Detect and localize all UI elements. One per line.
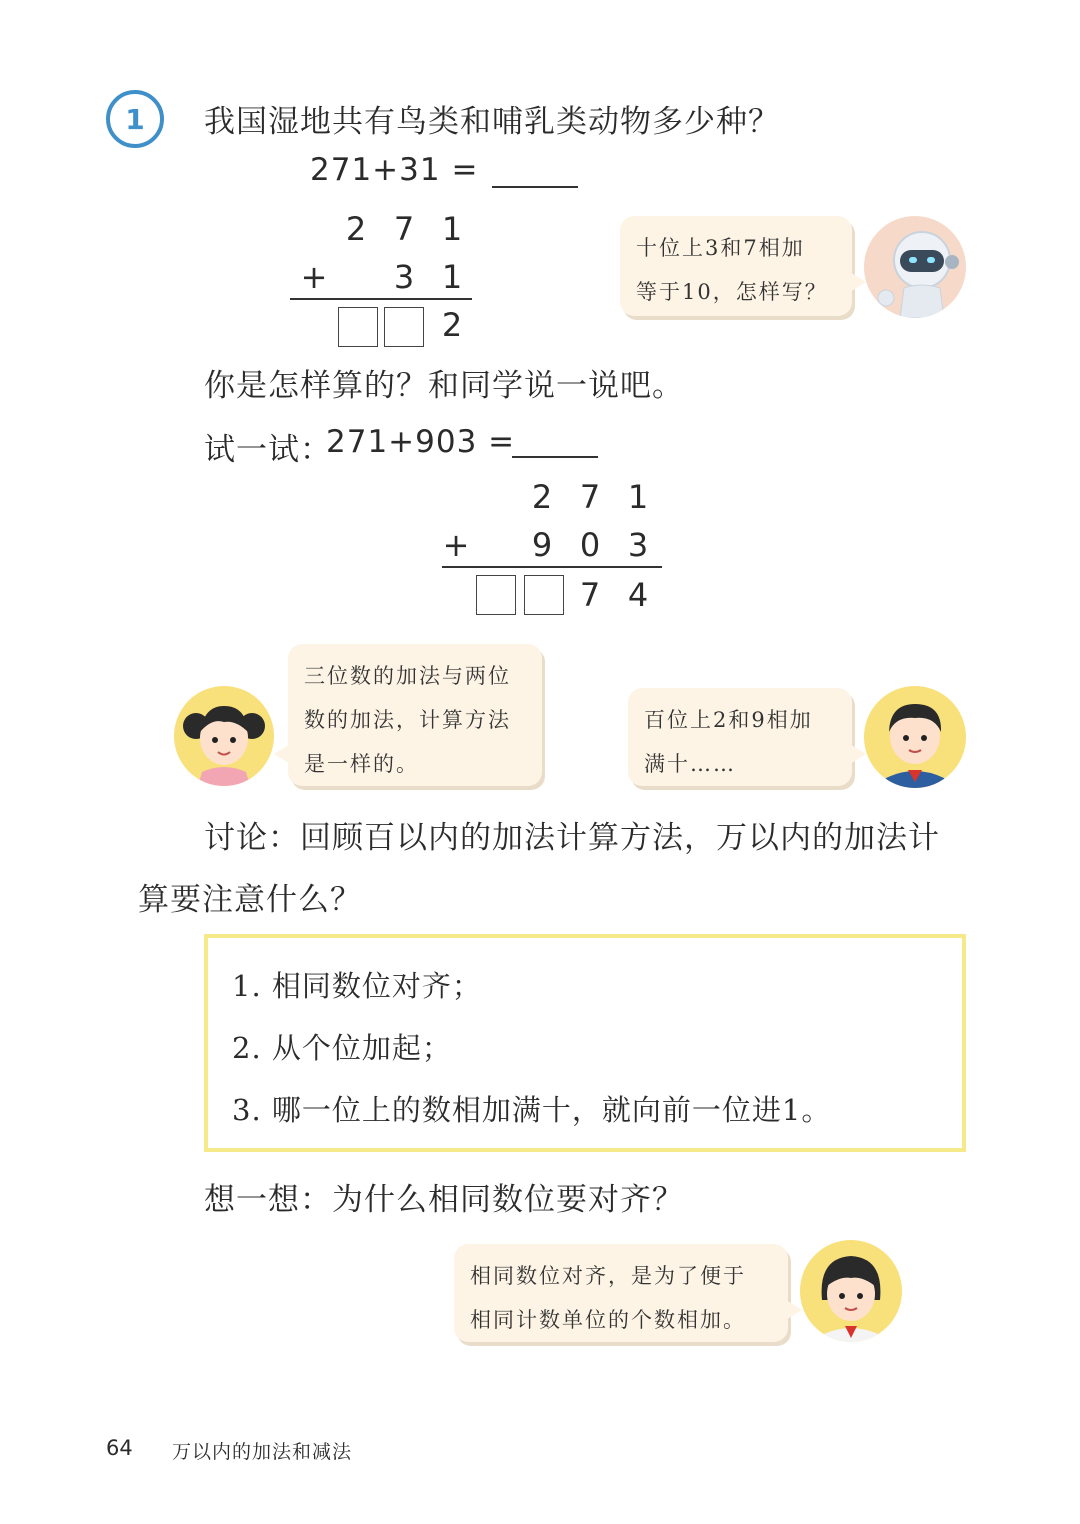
digit: 2 — [345, 210, 367, 248]
think-question: 想一想：为什么相同数位要对齐？ — [204, 1182, 684, 1218]
bubble-line: 是一样的。 — [304, 752, 419, 776]
digit: 1 — [441, 210, 463, 248]
equation-1: 271+31 = — [310, 152, 479, 188]
digit: 3 — [393, 258, 415, 296]
digit: 1 — [627, 478, 649, 516]
boy-speech-bubble — [628, 688, 852, 786]
girl2-speech-bubble — [454, 1244, 788, 1342]
robot-speech-bubble — [620, 216, 852, 316]
robot-avatar — [864, 216, 966, 318]
digit: 0 — [579, 526, 601, 564]
girl-avatar — [174, 686, 274, 786]
sum-line — [290, 298, 472, 300]
answer-box[interactable] — [524, 575, 564, 615]
bubble-line: 数的加法，计算方法 — [304, 708, 511, 732]
rule-2: 2. 从个位加起； — [232, 1031, 452, 1065]
answer-blank-2[interactable] — [512, 456, 598, 458]
plus-sign: + — [300, 258, 328, 296]
bubble-tail — [850, 744, 866, 764]
digit: 9 — [531, 526, 553, 564]
problem-number-badge: 1 — [106, 90, 164, 148]
page-number: 64 — [106, 1436, 133, 1460]
rule-3: 3. 哪一位上的数相加满十，就向前一位进1。 — [232, 1093, 832, 1127]
digit: 4 — [627, 576, 649, 614]
digit: 2 — [531, 478, 553, 516]
chapter-title: 万以内的加法和减法 — [172, 1441, 353, 1463]
boy-avatar — [864, 686, 966, 788]
girl2-avatar — [800, 1240, 902, 1342]
bubble-line: 三位数的加法与两位 — [304, 664, 511, 688]
bubble-line: 相同数位对齐，是为了便于 — [470, 1264, 746, 1288]
digit: 7 — [579, 478, 601, 516]
girl-speech-bubble — [288, 644, 542, 786]
try-label: 试一试： — [204, 432, 332, 468]
bubble-line: 等于10，怎样写？ — [636, 280, 828, 304]
bubble-line: 百位上2和9相加 — [644, 708, 813, 732]
vertical-addition-1 — [290, 210, 480, 350]
answer-blank-1[interactable] — [492, 186, 578, 188]
bubble-line: 相同计数单位的个数相加。 — [470, 1308, 746, 1332]
bubble-line: 满十…… — [644, 752, 736, 776]
bubble-tail — [786, 1300, 802, 1320]
answer-box[interactable] — [476, 575, 516, 615]
rule-1: 1. 相同数位对齐； — [232, 969, 482, 1003]
discussion-line-1: 讨论：回顾百以内的加法计算方法，万以内的加法计 — [204, 820, 940, 856]
answer-box[interactable] — [384, 307, 424, 347]
digit: 3 — [627, 526, 649, 564]
bubble-tail — [274, 744, 290, 764]
vertical-addition-2 — [442, 478, 672, 618]
answer-box[interactable] — [338, 307, 378, 347]
equation-2: 271+903 = — [326, 424, 516, 460]
sum-line — [442, 566, 662, 568]
problem-question: 我国湿地共有鸟类和哺乳类动物多少种？ — [204, 104, 780, 140]
digit: 7 — [579, 576, 601, 614]
discussion-line-2: 算要注意什么？ — [138, 882, 362, 918]
digit: 2 — [441, 306, 463, 344]
prompt-text: 你是怎样算的？和同学说一说吧。 — [204, 368, 684, 404]
bubble-line: 十位上3和7相加 — [636, 236, 805, 260]
bubble-tail — [850, 272, 866, 292]
digit: 1 — [441, 258, 463, 296]
plus-sign: + — [442, 526, 470, 564]
digit: 7 — [393, 210, 415, 248]
rules-box — [204, 934, 966, 1152]
